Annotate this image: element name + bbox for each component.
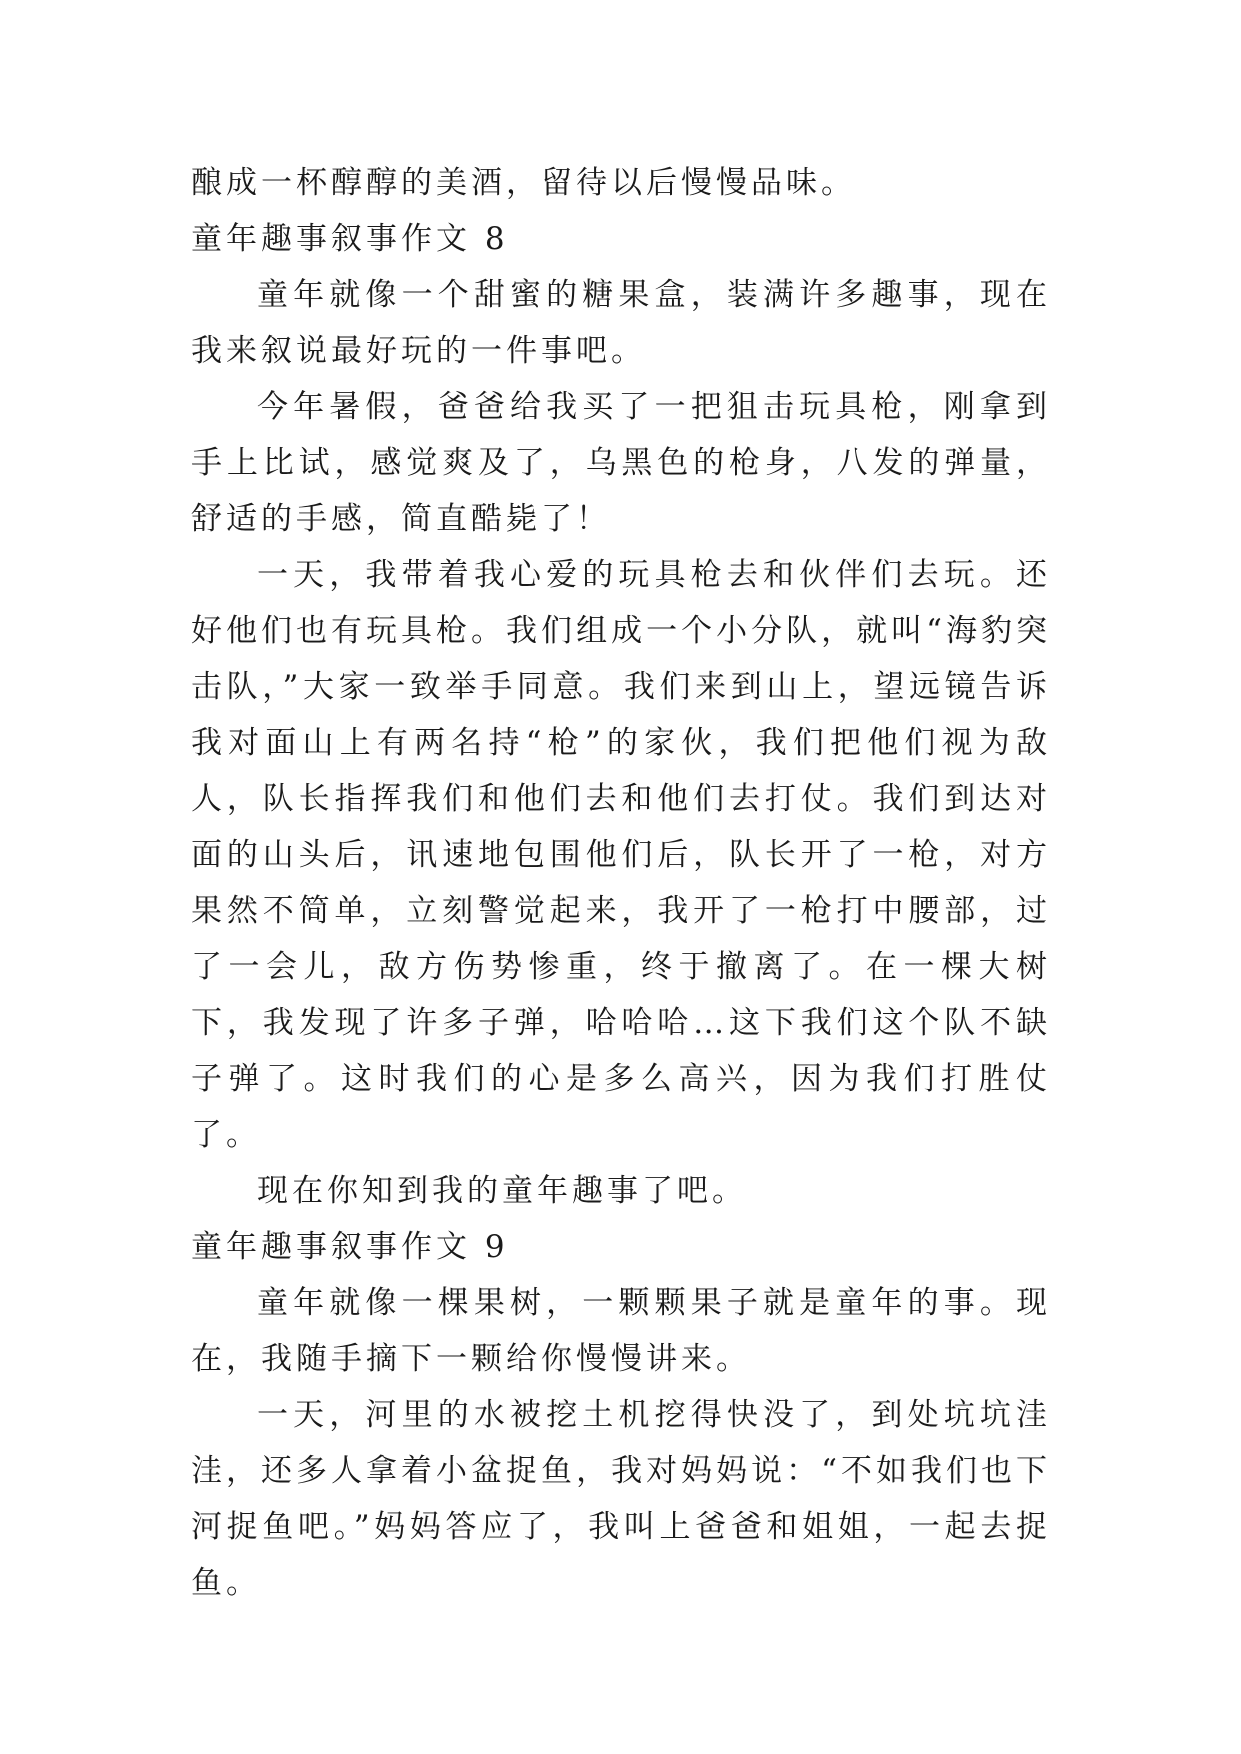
- paragraph-battle: 一天，我带着我心爱的玩具枪去和伙伴们去玩。还好他们也有玩具枪。我们组成一个小分队，就叫“海豹突击队，”大家一致举手同意。我们来到山上，望远镜告诉我对面山上有两名持“枪”的家伙，我们把他们视为敌人，队长指挥我们和他们去和他们去打仗。我们到达对面的山头后，讯速地包围他们后，队长开了一枪，对方果然不简单，立刻警觉起来，我开了一枪打中腰部，过了一会儿，敌方伤势惨重，终于撤离了。在一棵大树下，我发现了许多子弹，哈哈哈…这下我们这个队不缺子弹了。这时我们的心是多么高兴，因为我们打胜仗了。: [191, 557, 1051, 1153]
- paragraph-fishing: 一天，河里的水被挖土机挖得快没了，到处坑坑洼洼，还多人拿着小盆捉鱼，我对妈妈说：“不如我们也下河捉鱼吧。”妈妈答应了，我叫上爸爸和姐姐，一起去捉鱼。: [191, 1397, 1051, 1601]
- essay-heading-8: 童年趣事叙事作文 8: [191, 221, 509, 257]
- essay-heading-9: 童年趣事叙事作文 9: [191, 1229, 509, 1265]
- document-body: [191, 155, 1051, 1611]
- paragraph-intro-9: 童年就像一棵果树，一颗颗果子就是童年的事。现在，我随手摘下一颗给你慢慢讲来。: [191, 1285, 1051, 1377]
- paragraph-toy-gun: 今年暑假，爸爸给我买了一把狙击玩具枪，刚拿到手上比试，感觉爽及了，乌黑色的枪身，八发的弹量，舒适的手感，简直酷毙了！: [191, 389, 1051, 537]
- paragraph-conclusion-8: 现在你知到我的童年趣事了吧。: [257, 1173, 747, 1209]
- paragraph-intro-8: 童年就像一个甜蜜的糖果盒，装满许多趣事，现在我来叙说最好玩的一件事吧。: [191, 277, 1051, 369]
- paragraph-closing-line: 酿成一杯醇醇的美酒，留待以后慢慢品味。: [191, 165, 856, 201]
